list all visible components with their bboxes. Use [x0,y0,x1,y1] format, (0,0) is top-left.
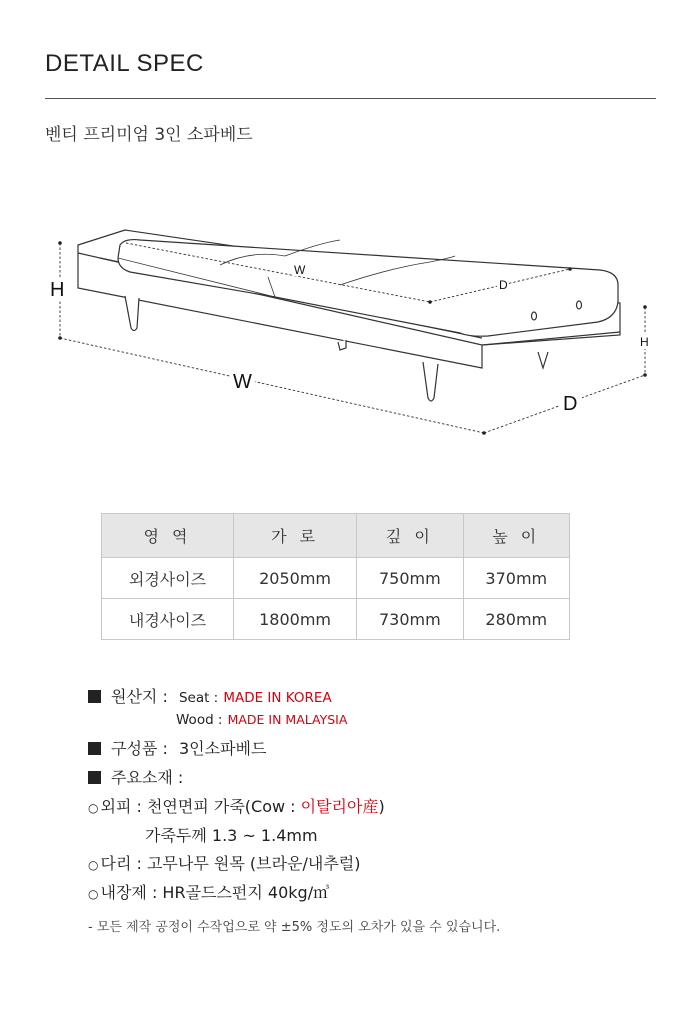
materials-row [88,765,183,788]
label-h: H [50,279,65,301]
origin-row [88,684,332,707]
sofa-bed-diagram [0,200,700,460]
product-name: 벤티 프리미엄 3인 소파베드 [45,125,253,145]
circle-bullet-icon: ○ [88,801,99,815]
components-label: 구성품 : [111,739,168,758]
cell-width: 1800mm [234,599,357,640]
label-w: W [233,371,252,393]
cell-depth: 750mm [357,558,463,599]
legs-row [88,851,360,874]
skin-origin: 이탈리아産 [300,797,379,816]
circle-bullet-icon: ○ [88,858,99,872]
wood-origin: MADE IN MALAYSIA [227,712,348,727]
leg-4 [338,340,346,350]
label-w-small: W [294,263,306,277]
label-d-small: D [499,278,508,292]
seat-label: Seat : [178,690,219,706]
label-d: D [563,393,578,415]
components-row [88,736,266,759]
skin-row [88,794,385,817]
skin-label: 외피 : 천연면피 가죽(Cow : [100,797,301,816]
table-row [102,558,570,599]
thickness-row: 가죽두께 1.3 ~ 1.4mm [145,826,318,845]
cell-width: 2050mm [234,558,357,599]
square-bullet-icon [88,771,101,784]
table-row [102,599,570,640]
filling-row [88,880,329,903]
square-bullet-icon [88,690,101,703]
wood-row [176,709,347,728]
components-value: 3인소파베드 [178,739,267,758]
cell-area: 내경사이즈 [102,599,234,640]
header-area: 영 역 [102,514,234,558]
disclaimer-note: - 모든 제작 공정이 수작업으로 약 ±5% 정도의 오차가 있을 수 있습니다. [88,920,501,935]
skin-close: ) [378,797,385,816]
header-width: 가 로 [234,514,357,558]
filling-text: 내장제 : HR골드스펀지 40kg/㎥ [100,883,330,902]
seat-origin: MADE IN KOREA [223,690,332,706]
leg-1 [125,296,139,331]
header-depth: 깊 이 [357,514,463,558]
cell-depth: 730mm [357,599,463,640]
spec-table-header [102,514,570,558]
wood-label: Wood : [176,712,223,728]
cell-height: 370mm [463,558,569,599]
title-divider [45,98,656,99]
materials-label: 주요소재 : [111,768,184,787]
label-h-small: H [640,335,649,349]
legs-text: 다리 : 고무나무 원목 (브라운/내추럴) [100,854,361,873]
origin-label: 원산지 : [111,687,168,706]
leg-2 [423,362,438,401]
page-title: DETAIL SPEC [45,50,204,77]
circle-bullet-icon: ○ [88,887,99,901]
square-bullet-icon [88,742,101,755]
spec-table [101,513,570,640]
leg-3 [538,352,548,368]
cell-area: 외경사이즈 [102,558,234,599]
header-height: 높 이 [463,514,569,558]
cell-height: 280mm [463,599,569,640]
